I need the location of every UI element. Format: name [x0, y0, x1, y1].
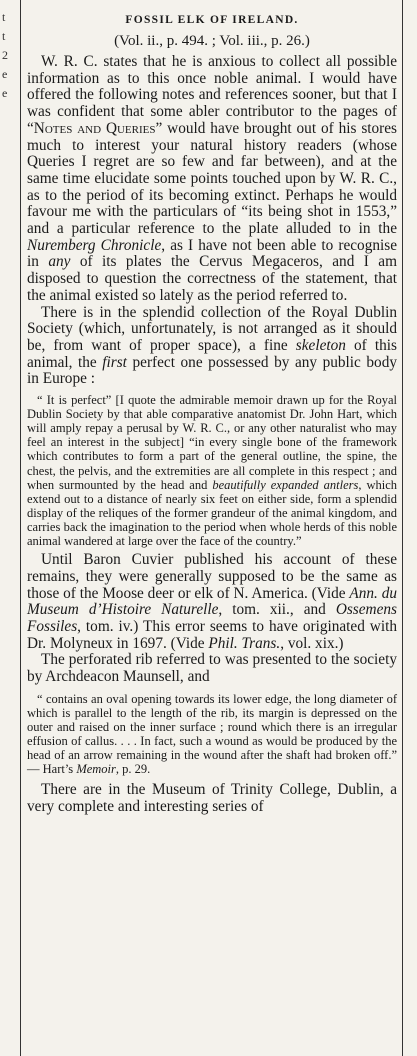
margin-char: t [2, 10, 6, 24]
italic-text: Memoir [76, 762, 116, 777]
italic-text: first [102, 353, 127, 371]
italic-text: beautifully expanded antlers [212, 477, 359, 492]
italic-text: Ann. du Museum d’Histoire Naturelle [27, 584, 397, 619]
paragraph-3: Until Baron Cuvier published his account of these remains, they were generally supposed to be the same as those of the Moose deer or elk of N. America. (Vide Ann. du Museum d’Histoire Naturelle, tom. xii., and Ossemens Fossiles, tom. iv.) This error seems to have originated with Dr. Molyneux in 1697. (Vide Phil. Trans., vol. xix.) [27, 551, 397, 652]
italic-text: Phil. Trans. [208, 634, 281, 652]
margin-char: e [2, 86, 8, 100]
italic-text: any [48, 253, 71, 271]
margin-char: e [2, 67, 8, 81]
margin-char: 2 [2, 48, 8, 62]
paragraph-5: There are in the Museum of Trinity College, Dublin, a very complete and interesting series of [27, 781, 397, 815]
column-rule-left [20, 0, 21, 1056]
block-quote-hart-memoir: “ It is perfect” [I quote the admirable memoir drawn up for the Royal Dublin Society by that able comparative anatomist Dr. John Hart, which will amply repay a perusal by W. R. C., or any other naturalist who may feel an interest in the subject] “in every single bone of the framework which contributes to form a part of the general outline, the spine, the chest, the pelvis, and the extremities are all complete in this respect ; and when surmounted by the head and beautifully expanded antlers, which extend out to a distance of nearly six feet on either side, form a splendid display of the reliques of the former grandeur of the animal kingdom, and carries back the imagination to the period when whole herds of this noble animal wandered at large over the face of the country.” [27, 393, 397, 548]
paragraph-2: There is in the splendid collection of the Royal Dublin Society (which, unfortunately, is not arranged as it should be, from want of proper space), a fine skeleton of this animal, the first perfect one possessed by any public body in Europe : [27, 303, 397, 388]
italic-text: Nuremberg Chronicle [27, 236, 162, 254]
article-column [27, 0, 397, 816]
volume-reference: (Vol. ii., p. 494. ; Vol. iii., p. 26.) [114, 33, 310, 49]
notes-and-queries-smallcaps: Notes and Queries [33, 119, 156, 137]
italic-text: skeleton [295, 336, 346, 354]
paragraph-4: The perforated rib referred to was presented to the society by Archdeacon Maunsell, and [27, 651, 397, 686]
article-title: FOSSIL ELK OF IRELAND. [125, 14, 299, 26]
margin-char: t [2, 29, 6, 43]
italic-text: Ossemens Fossiles [27, 601, 397, 635]
column-rule-right [402, 0, 403, 1056]
adjacent-column-fragment [2, 8, 8, 103]
paragraph-1: W. R. C. states that he is anxious to collect all possible information as to this once noble animal. I would have offered the following notes and references sooner, but that I was confident that some abler contributor to the pages of “Notes and Queries” would have brought out of his stores much to interest your natural history readers (whose Queries I regret are so few and far between), and at the same time elucidate some points touched upon by W. R. C., as to the period of its becoming extinct. Perhaps he would favour me with the particulars of “its being shot in 1553,” and a particular reference to the plate alluded to in the Nuremberg Chronicle, as I have not been able to recognise in any of its plates the Cervus Megaceros, and I am disposed to question the correctness of the statement, that the animal existed so lately as the period referred to. [27, 53, 398, 304]
block-quote-rib: “ contains an oval opening towards its lower edge, the long diameter of which is parallel to the length of the rib, its margin is depressed on the outer and raised on the inner surface ; round which there is an irregular effusion of callus. . . . In fact, such a wound as would be produced by the head of an arrow remaining in the wound after the shaft had broken off.” — Hart’s Memoir, p. 29. [27, 691, 397, 777]
